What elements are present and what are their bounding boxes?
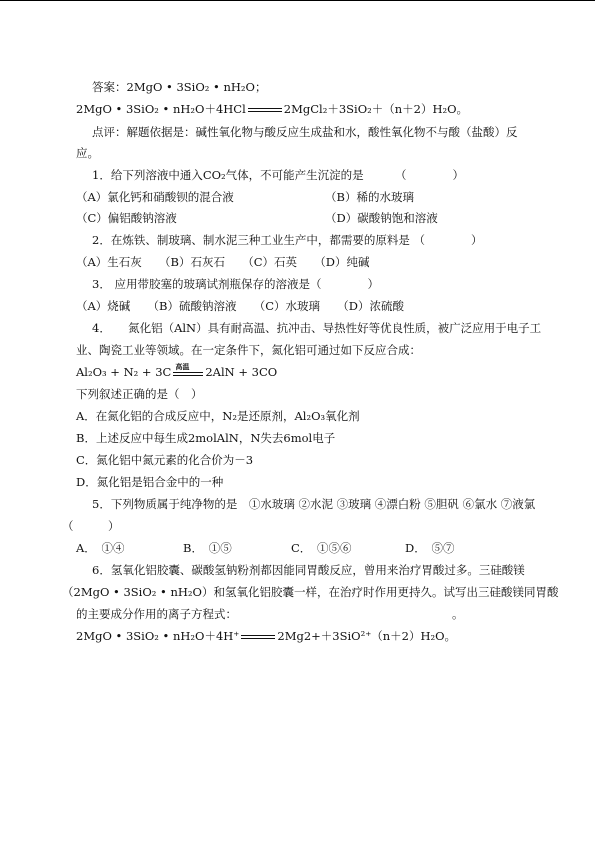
q5-stem: 5．下列物质属于纯净物的是 ①水玻璃 ②水泥 ③玻璃 ④漂白粉 ⑤胆矾 ⑥氯水 ⑦液氯 (92, 497, 536, 511)
answer-label: 答案： (92, 80, 127, 94)
q6-equation-lhs: 2MgO • 3SiO₂ • nH₂O＋4H⁺ (76, 629, 240, 643)
q1-option-a: （A）氯化钙和硝酸钡的混合液 (76, 190, 234, 204)
q2-options: （A）生石灰 （B）石灰石 （C）石英 （D）纯碱 (76, 255, 370, 269)
q2-stem: 2．在炼铁、制玻璃、制水泥三种工业生产中，都需要的原料是 （ ） (92, 233, 483, 247)
q3-options: （A）烧碱 （B）硫酸钠溶液 （C）水玻璃 （D）浓硫酸 (76, 299, 405, 313)
q5-option-d: D． ⑤⑦ (405, 541, 455, 555)
q4-option-a: A．在氮化铝的合成反应中，N₂是还原剂，Al₂O₃氧化剂 (76, 409, 360, 423)
q6-line-3-end: 。 (452, 607, 464, 621)
comment-line-2: 应。 (76, 146, 99, 160)
q4-equation (76, 362, 278, 380)
q1-option-c: （C）偏铝酸钠溶液 (76, 211, 177, 225)
q6-line-3: 的主要成分作用的离子方程式： (76, 607, 237, 621)
equals-arrow (241, 632, 275, 642)
q5-option-c: C． ①⑤⑥ (291, 541, 352, 555)
answer-line (92, 80, 266, 94)
top-border (0, 0, 595, 1)
equals-arrow (248, 105, 282, 115)
q4-option-d: D．氮化铝是铝合金中的一种 (76, 475, 224, 489)
q5-option-b: B． ①⑤ (183, 541, 232, 555)
q5-answer-paren: （ ） (62, 519, 120, 533)
q5-option-a: A． ①④ (76, 541, 125, 555)
q4-option-b: B．上述反应中每生成2molAlN，N失去6mol电子 (76, 431, 336, 445)
q6-line-1: 6．氢氧化铝胶囊、碳酸氢钠粉剂都因能同胃酸反应，曾用来治疗胃酸过多。三硅酸镁 (92, 563, 525, 577)
answer-formula: 2MgO • 3SiO₂ • nH₂O； (126, 80, 267, 94)
q4-option-c: C．氮化铝中氮元素的化合价为－3 (76, 453, 254, 467)
q1-option-b: （B）稀的水玻璃 (325, 190, 414, 204)
condition-label: 高温 (175, 362, 190, 371)
answer-equation-lhs: 2MgO • 3SiO₂ • nH₂O＋4HCl (76, 102, 246, 116)
q3-stem: 3． 应用带胶塞的玻璃试剂瓶保存的溶液是（ ） (92, 277, 379, 291)
q1-option-d: （D）碳酸钠饱和溶液 (325, 211, 438, 225)
q4-stem-line-2: 业、陶瓷工业等领域。在一定条件下，氮化铝可通过如下反应合成： (76, 343, 421, 357)
q6-equation (76, 629, 456, 643)
comment-line-1: 点评：解题依据是：碱性氧化物与酸反应生成盐和水，酸性氧化物不与酸（盐酸）反 (92, 125, 518, 139)
q6-equation-rhs: 2Mg2+＋3SiO²⁺（n＋2）H₂O。 (277, 629, 457, 643)
q6-line-2: （2MgO • 3SiO₂ • nH₂O）和氢氧化铝胶囊一样，在治疗时作用更持久。试写出三硅酸镁同胃酸 (62, 585, 559, 599)
q4-equation-lhs: Al₂O₃ + N₂ + 3C (76, 365, 172, 379)
q4-prompt: 下列叙述正确的是（ ） (76, 387, 203, 401)
q1-stem: 1．给下列溶液中通入CO₂气体，不可能产生沉淀的是 (92, 168, 364, 182)
high-temperature-arrow (173, 362, 203, 380)
answer-equation-rhs: 2MgCl₂＋3SiO₂＋（n＋2）H₂O。 (283, 102, 469, 116)
q4-stem-line-1: 4． 氮化铝（AlN）具有耐高温、抗冲击、导热性好等优良性质，被广泛应用于电子工 (92, 321, 542, 335)
q1-answer-paren: （ ） (395, 168, 464, 182)
answer-equation (76, 102, 468, 116)
q4-equation-rhs: 2AlN + 3CO (205, 365, 278, 379)
